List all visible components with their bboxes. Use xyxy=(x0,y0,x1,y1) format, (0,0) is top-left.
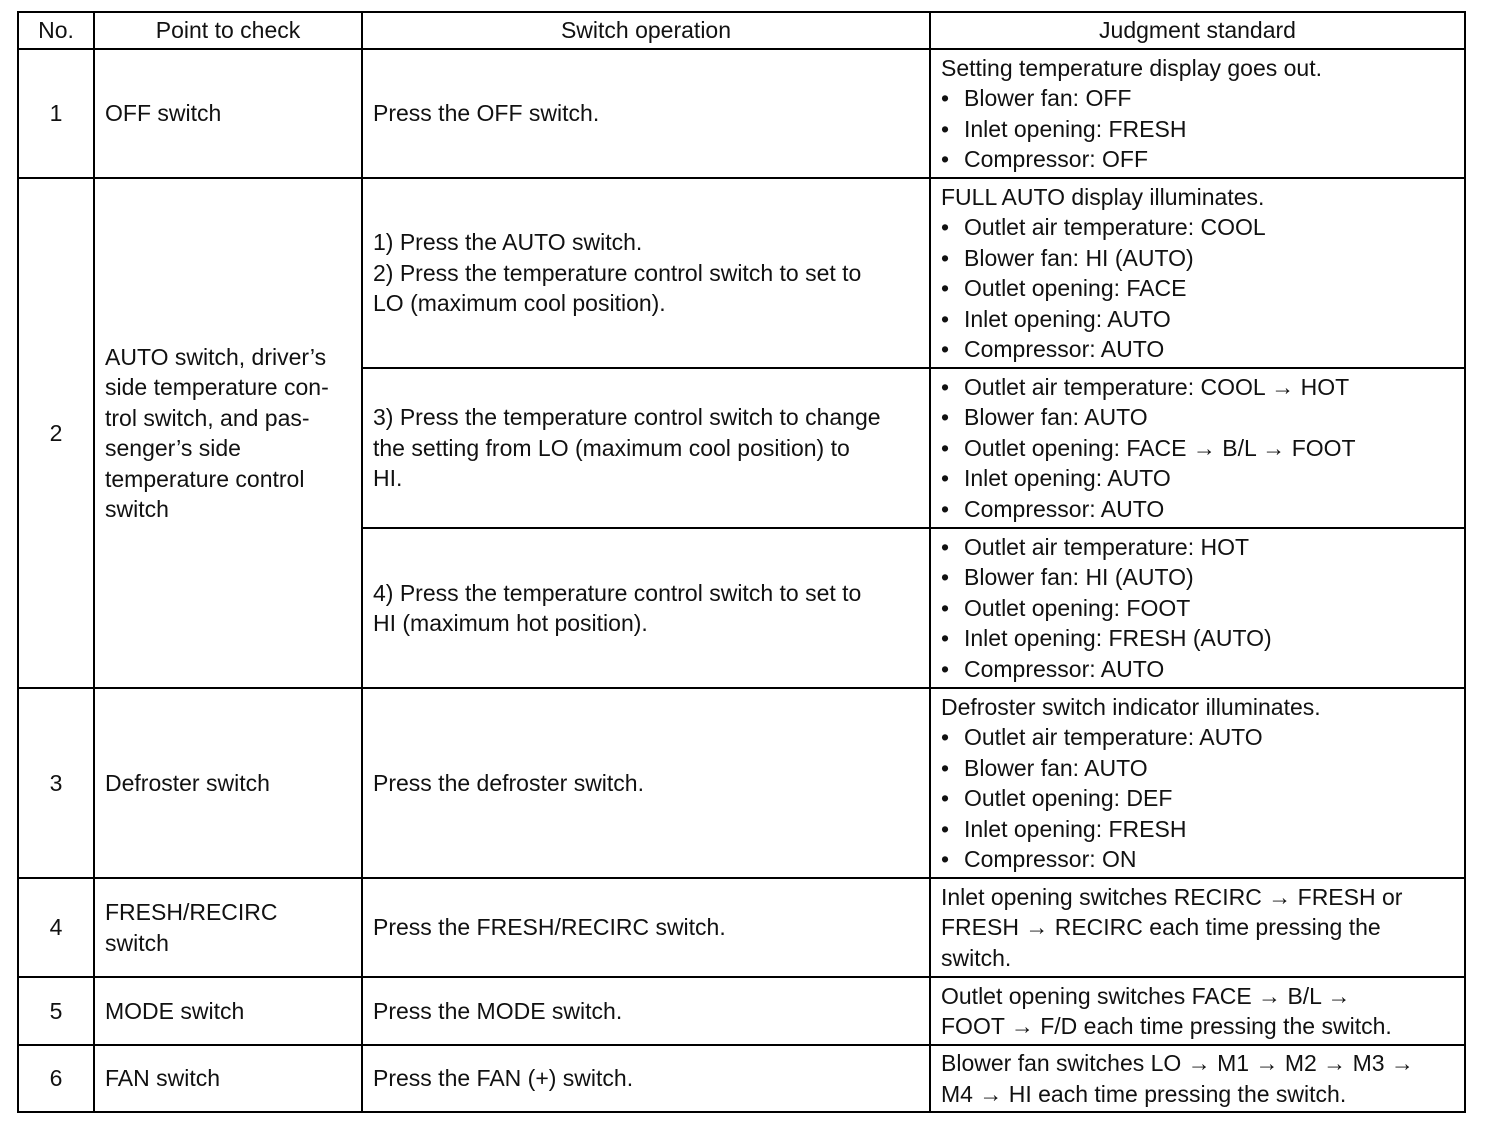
judgment-bullet xyxy=(941,814,1454,845)
judgment-bullet-text: Compressor: AUTO xyxy=(964,495,1165,522)
judgment-bullet xyxy=(941,372,1454,403)
judgment-standard-cell xyxy=(930,688,1465,878)
bullet-dot: • xyxy=(941,495,950,522)
point-to-check-line: switch xyxy=(105,496,169,522)
judgment-bullet-text: Outlet air temperature: AUTO xyxy=(964,724,1263,750)
judgment-bullet-text: Compressor: ON xyxy=(964,846,1137,872)
header-judgment-standard: Judgment standard xyxy=(930,12,1465,49)
judgment-bullet xyxy=(941,402,1454,433)
judgment-bullet xyxy=(941,593,1454,624)
judgment-bullet-text: Inlet opening: AUTO xyxy=(964,465,1171,492)
judgment-bullet-text: Inlet opening: FRESH xyxy=(964,815,1187,842)
switch-operation-line: Press the FAN (+) switch. xyxy=(373,1065,634,1092)
judgment-standard-cell xyxy=(930,878,1465,977)
switch-operation-line: 1) Press the AUTO switch. xyxy=(373,229,643,256)
judgment-bullet xyxy=(941,144,1454,175)
point-to-check-cell xyxy=(94,178,362,688)
bullet-dot: • xyxy=(941,275,950,301)
judgment-line: FRESH → RECIRC each time pressing the xyxy=(941,914,1381,941)
bullet-dot: • xyxy=(941,564,950,591)
switch-operation-line: 3) Press the temperature control switch to change xyxy=(373,404,881,431)
judgment-line: M4 → HI each time pressing the switch. xyxy=(941,1080,1347,1107)
bullet-dot: • xyxy=(941,244,950,271)
judgment-intro: Setting temperature display goes out. xyxy=(941,54,1323,81)
switch-operation-line: 2) Press the temperature control switch to set to xyxy=(373,259,862,286)
point-to-check-line: MODE switch xyxy=(105,997,245,1024)
bullet-dot: • xyxy=(941,625,950,652)
point-to-check-line: senger’s side xyxy=(105,435,241,461)
switch-operation-line: HI (maximum hot position). xyxy=(373,610,648,636)
judgment-bullet xyxy=(941,623,1454,654)
row-number: 3 xyxy=(18,688,94,878)
judgment-bullet-text: Blower fan: HI (AUTO) xyxy=(964,244,1194,271)
judgment-bullet xyxy=(941,433,1454,464)
judgment-bullet-text: Outlet air temperature: HOT xyxy=(964,533,1250,560)
bullet-dot: • xyxy=(941,115,950,142)
bullet-dot: • xyxy=(941,305,950,332)
judgment-bullet xyxy=(941,243,1454,274)
point-to-check-line: OFF switch xyxy=(105,100,222,127)
switch-operation-cell xyxy=(362,368,930,528)
judgment-bullet xyxy=(941,783,1454,814)
point-to-check-cell xyxy=(94,878,362,977)
judgment-bullet-text: Compressor: AUTO xyxy=(964,655,1165,682)
judgment-bullet-text: Outlet opening: FACE → B/L → FOOT xyxy=(964,434,1356,461)
switch-operation-line: Press the MODE switch. xyxy=(373,997,623,1024)
bullet-dot: • xyxy=(941,533,950,560)
bullet-dot: • xyxy=(941,336,950,362)
switch-operation-cell xyxy=(362,178,930,368)
judgment-bullet xyxy=(941,463,1454,494)
switch-operation-line: Press the FRESH/RECIRC switch. xyxy=(373,914,726,941)
header-row xyxy=(18,12,1465,49)
judgment-bullet xyxy=(941,334,1454,365)
bullet-dot: • xyxy=(941,404,950,431)
judgment-bullet xyxy=(941,753,1454,784)
judgment-bullet-text: Outlet air temperature: COOL → HOT xyxy=(964,373,1350,400)
point-to-check-line: switch xyxy=(105,929,169,956)
judgment-bullet-text: Compressor: OFF xyxy=(964,146,1149,172)
judgment-bullet xyxy=(941,532,1454,563)
judgment-bullet-text: Outlet air temperature: COOL xyxy=(964,214,1266,240)
judgment-standard-cell xyxy=(930,528,1465,688)
point-to-check-cell xyxy=(94,688,362,878)
judgment-standard-cell xyxy=(930,49,1465,178)
row-number: 1 xyxy=(18,49,94,178)
bullet-dot: • xyxy=(941,434,950,461)
bullet-dot: • xyxy=(941,594,950,621)
row-number: 5 xyxy=(18,977,94,1045)
judgment-bullet xyxy=(941,304,1454,335)
judgment-bullet xyxy=(941,83,1454,114)
table-row xyxy=(18,878,1465,977)
table-body xyxy=(18,49,1465,1112)
judgment-line: FOOT → F/D each time pressing the switch. xyxy=(941,1013,1392,1039)
judgment-bullet xyxy=(941,722,1454,753)
switch-operation-line: the setting from LO (maximum cool position) to xyxy=(373,434,850,461)
judgment-bullet-text: Outlet opening: FACE xyxy=(964,275,1187,301)
bullet-dot: • xyxy=(941,214,950,240)
table-row xyxy=(18,1045,1465,1112)
judgment-line: Outlet opening switches FACE → B/L → xyxy=(941,982,1351,1009)
point-to-check-line: Defroster switch xyxy=(105,769,270,796)
bullet-dot: • xyxy=(941,785,950,811)
judgment-bullet-text: Blower fan: OFF xyxy=(964,85,1132,111)
bullet-dot: • xyxy=(941,146,950,172)
judgment-bullet xyxy=(941,114,1454,145)
switch-operation-line: 4) Press the temperature control switch to set to xyxy=(373,579,862,606)
point-to-check-line: FRESH/RECIRC xyxy=(105,899,278,925)
judgment-bullet xyxy=(941,844,1454,875)
bullet-dot: • xyxy=(941,815,950,842)
table-row xyxy=(18,688,1465,878)
row-number: 4 xyxy=(18,878,94,977)
switch-operation-cell xyxy=(362,1045,930,1112)
point-to-check-line: AUTO switch, driver’s xyxy=(105,343,327,370)
point-to-check-line: trol switch, and pas- xyxy=(105,404,310,431)
judgment-standard-cell xyxy=(930,977,1465,1045)
table-row xyxy=(18,178,1465,368)
judgment-bullet xyxy=(941,654,1454,685)
point-to-check-line: temperature control xyxy=(105,465,305,492)
header-point-to-check: Point to check xyxy=(94,12,362,49)
header-switch-operation: Switch operation xyxy=(362,12,930,49)
point-to-check-cell xyxy=(94,1045,362,1112)
judgment-intro: Defroster switch indicator illuminates. xyxy=(941,693,1321,720)
switch-operation-cell xyxy=(362,977,930,1045)
row-number: 6 xyxy=(18,1045,94,1112)
switch-operation-cell xyxy=(362,688,930,878)
header-no: No. xyxy=(18,12,94,49)
judgment-bullet-text: Inlet opening: FRESH xyxy=(964,115,1187,142)
bullet-dot: • xyxy=(941,655,950,682)
judgment-bullet-text: Outlet opening: FOOT xyxy=(964,594,1191,621)
judgment-standard-cell xyxy=(930,1045,1465,1112)
point-to-check-line: FAN switch xyxy=(105,1065,221,1092)
row-number: 2 xyxy=(18,178,94,688)
switch-operation-cell xyxy=(362,878,930,977)
switch-operation-line: Press the defroster switch. xyxy=(373,769,644,796)
bullet-dot: • xyxy=(941,465,950,492)
judgment-bullet xyxy=(941,562,1454,593)
judgment-line: Blower fan switches LO → M1 → M2 → M3 → xyxy=(941,1050,1414,1076)
switch-operation-line: Press the OFF switch. xyxy=(373,100,600,127)
judgment-standard-cell xyxy=(930,368,1465,528)
check-table xyxy=(17,11,1466,1113)
judgment-bullet xyxy=(941,212,1454,243)
judgment-bullet-text: Blower fan: AUTO xyxy=(964,404,1148,431)
judgment-bullet-text: Inlet opening: AUTO xyxy=(964,305,1171,332)
judgment-bullet-text: Blower fan: AUTO xyxy=(964,754,1148,781)
switch-operation-cell xyxy=(362,528,930,688)
judgment-intro: FULL AUTO display illuminates. xyxy=(941,183,1265,210)
judgment-bullet-text: Outlet opening: DEF xyxy=(964,785,1173,811)
table-row xyxy=(18,49,1465,178)
judgment-standard-cell xyxy=(930,178,1465,368)
switch-operation-line: HI. xyxy=(373,465,403,492)
judgment-line: switch. xyxy=(941,944,1012,971)
point-to-check-line: side temperature con- xyxy=(105,374,329,400)
bullet-dot: • xyxy=(941,724,950,750)
judgment-bullet xyxy=(941,273,1454,304)
judgment-bullet-text: Inlet opening: FRESH (AUTO) xyxy=(964,625,1272,652)
bullet-dot: • xyxy=(941,754,950,781)
bullet-dot: • xyxy=(941,846,950,872)
judgment-line: Inlet opening switches RECIRC → FRESH or xyxy=(941,883,1403,910)
bullet-dot: • xyxy=(941,85,950,111)
judgment-bullet xyxy=(941,494,1454,525)
bullet-dot: • xyxy=(941,373,950,400)
table-row xyxy=(18,977,1465,1045)
judgment-bullet-text: Blower fan: HI (AUTO) xyxy=(964,564,1194,591)
switch-operation-line: LO (maximum cool position). xyxy=(373,290,666,317)
switch-operation-cell xyxy=(362,49,930,178)
judgment-bullet-text: Compressor: AUTO xyxy=(964,336,1165,362)
point-to-check-cell xyxy=(94,977,362,1045)
point-to-check-cell xyxy=(94,49,362,178)
